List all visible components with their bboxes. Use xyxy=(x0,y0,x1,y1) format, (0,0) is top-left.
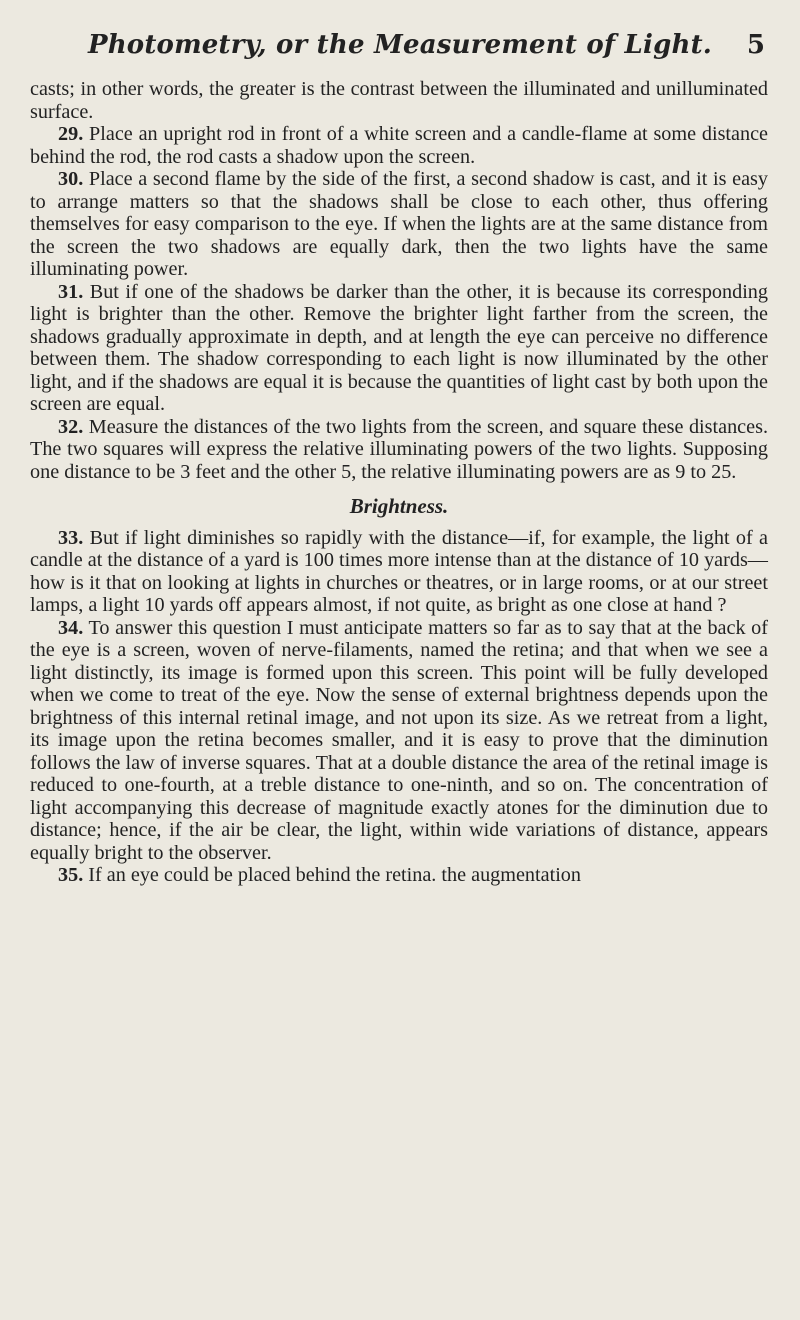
paragraph-text: casts; in other words, the greater is the contrast between the illuminated and unilluminated surface. xyxy=(30,78,768,123)
paragraph-number: 29. xyxy=(58,123,84,145)
paragraph xyxy=(30,123,768,168)
running-head xyxy=(0,30,800,70)
paragraph-number: 35. xyxy=(58,864,84,886)
paragraph xyxy=(30,416,768,484)
paragraph xyxy=(30,617,768,865)
body-text xyxy=(30,78,768,887)
paragraph-text: But if one of the shadows be darker than the other, it is because its corresponding light is brighter than the other. Remove the brighter light farther from the screen, the shadows gradually approximate in depth, and at length the eye can perceive no difference between them. The shadow corresponding to each light is now illuminated by the other light, and if the shadows are equal it is because the quantities of light cast by both upon the screen are equal. xyxy=(30,280,768,415)
paragraph xyxy=(30,864,768,887)
paragraph xyxy=(30,168,768,281)
paragraph-number: 33. xyxy=(58,526,84,549)
paragraph-text: Place a second flame by the side of the first, a second shadow is cast, and it is easy to arrange matters so that the shadows shall be close to each other, thus offering themselves for easy comparison to the eye. If when the lights are at the same distance from the screen the two shadows are equally dark, then the two lights have the same illuminating power. xyxy=(30,168,768,280)
paragraph-number: 34. xyxy=(58,616,84,639)
paragraph-text: Place an upright rod in front of a white screen and a candle-flame at some distance behind the rod, the rod casts a shadow upon the screen. xyxy=(30,123,769,168)
paragraph-number: 32. xyxy=(58,415,84,438)
paragraph-number: 31. xyxy=(58,280,84,303)
paragraph-text: If an eye could be placed behind the retina. the augmentation xyxy=(88,864,581,886)
section-heading: Brightness. xyxy=(349,494,449,518)
paragraph-text: To answer this question I must anticipate matters so far as to say that at the back of the eye is a screen, woven of nerve-filaments, named the retina; and that when we see a light distinctly, its image is formed upon this screen. This point will be fully developed when we come to treat of the eye. Now the sense of external brightness depends upon the brightness of this internal retinal image, and not upon its size. As we retreat from a light, its image upon the retina becomes smaller, and it is easy to prove that the diminution follows the law of inverse squares. That at a double distance the area of the retinal image is reduced to one-fourth, at a treble distance to one-ninth, and so on. The concentration of light accompanying this decrease of magnitude exactly atones for the diminution due to distance; hence, if the air be clear, the light, within wide variations of distance, appears equally bright to the observer. xyxy=(30,616,768,864)
running-title: Photometry, or the Measurement of Light. xyxy=(87,30,713,60)
paragraph-number: 30. xyxy=(58,168,84,190)
paragraph-text: Measure the distances of the two lights from the screen, and square these distances. The two squares will express the relative illuminating powers of the two lights. Supposing one distance to be 3 feet and the other 5, the relative illuminating powers are as 9 to 25. xyxy=(30,415,769,483)
paragraph-text: But if light diminishes so rapidly with the distance—if, for example, the light of a candle at the distance of a yard is 100 times more intense than at the distance of 10 yards—how is it that on looking at lights in churches or theatres, or in large rooms, or at our street lamps, a light 10 yards off appears almost, if not quite, as bright as one close at hand ? xyxy=(30,526,769,616)
page-number: 5 xyxy=(746,30,765,60)
paragraph xyxy=(30,78,768,123)
paragraph xyxy=(30,281,768,416)
paragraph xyxy=(30,527,768,617)
